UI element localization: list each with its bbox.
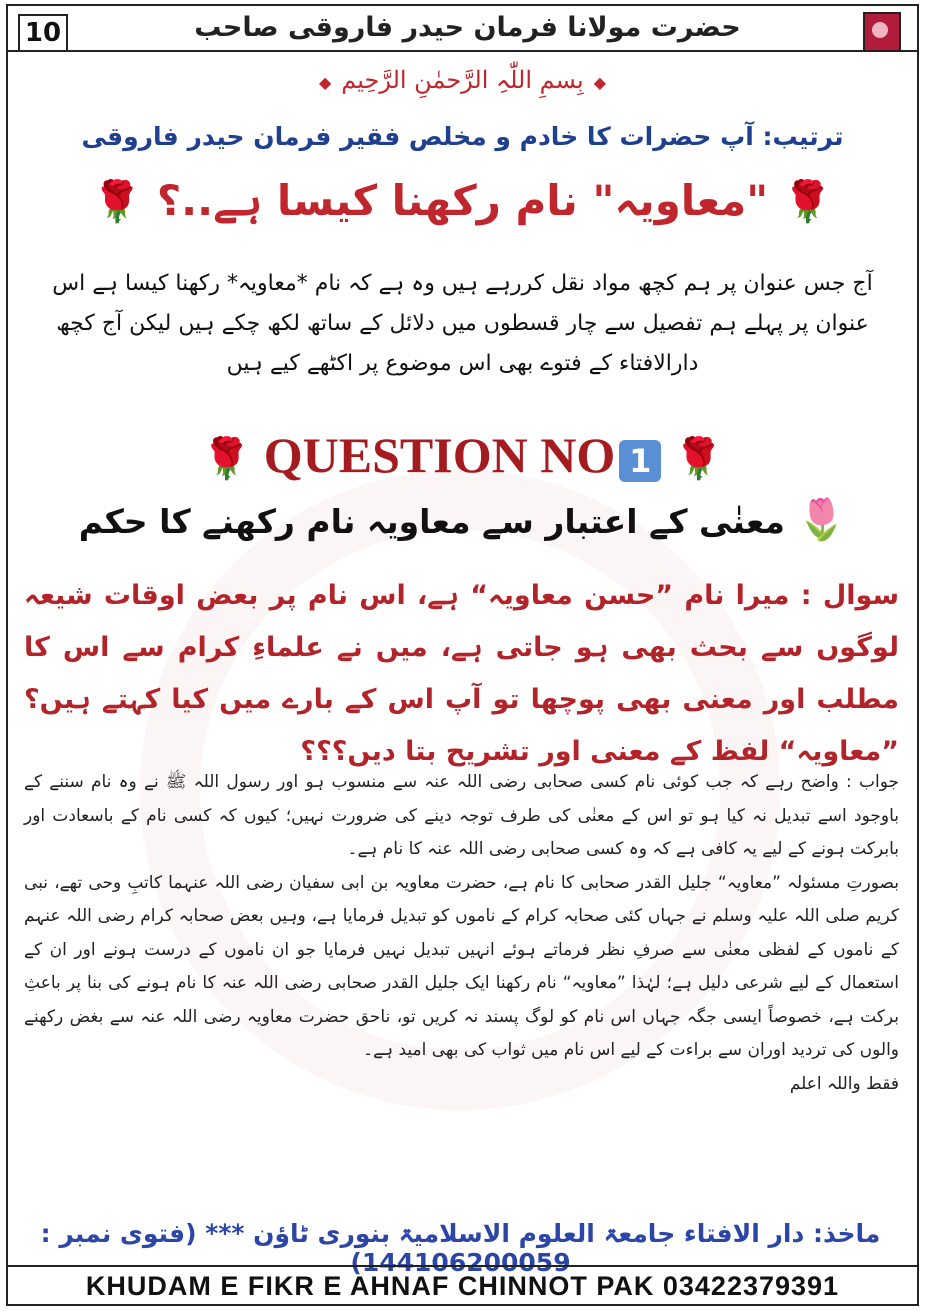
subheading: [8, 496, 917, 543]
source-text: ماخذ: دار الافتاء جامعۃ العلوم الاسلامیۃ بنوری ٹاؤن ***: [205, 1219, 881, 1248]
rose-icon: 🌹: [92, 179, 143, 225]
fatwa-number: 144106200059): [350, 1248, 571, 1277]
tulip-icon: 🌷: [796, 497, 847, 543]
question-number-badge: 1: [619, 440, 661, 482]
page-header: [6, 4, 919, 52]
question-label: سوال :: [800, 580, 900, 611]
fatwa-label: (فتوی نمبر :: [40, 1219, 197, 1248]
diamond-icon: ◆: [593, 73, 607, 92]
bismillah-text: بِسمِ اللّٰہِ الرَّحمٰنِ الرَّحِیم: [341, 66, 584, 94]
rose-icon: 🌹: [201, 436, 252, 481]
footer-banner: KHUDAM E FIKR E AHNAF CHINNOT PAK 03422379391: [6, 1265, 919, 1306]
article-body: [8, 54, 917, 1277]
question-block: [24, 570, 899, 778]
page-number: 10: [18, 14, 68, 52]
headline: [8, 176, 917, 225]
subheading-text: معنٰی کے اعتبار سے معاویہ نام رکھنے کا حکم: [78, 502, 785, 541]
question-heading-text: QUESTION NO: [263, 427, 616, 483]
compiled-by: ترتیب: آپ حضرات کا خادم و مخلص فقیر فرمان حیدر فاروقی: [81, 122, 844, 151]
author-title: حضرت مولانا فرمان حیدر فاروقی صاحب: [194, 12, 741, 43]
answer-block: [24, 766, 899, 1101]
rose-icon: 🌹: [673, 436, 724, 481]
answer-paragraph: بصورتِ مسئولہ ”معاویہ“ جلیل القدر صحابی کا نام ہے، حضرت معاویہ بن ابی سفیان رضی اللہ عنہما کاتبِ وحی تھے، نبی کریم صلی اللہ علیہ وسلم نے جہاں کئی صحابہ کرام کے ناموں کو تبدیل فرمایا ہے، وہیں بعض صحابہ کرام رضی اللہ عنہم کے ناموں کے لفظی معنٰی سے صرفِ نظر فرماتے ہوئے انہیں تبدیل نہیں فرمایا جو ان ناموں کے درست ہونے اور ان کے استعمال کے لیے شرعی دلیل ہے؛ لہٰذا ”معاویہ“ نام رکھنا ایک جلیل القدر صحابی رضی اللہ عنہ کا نام ہونے کی بنا پر باعثِ برکت ہے، خصوصاً ایسی جگہ جہاں اس نام کو لوگ پسند نہ کریں تو، ناحق حضرت معاویہ رضی اللہ عنہ سے بغض رکھنے والوں کی تردید اوران سے براءت کے لیے اس نام میں ثواب کی بھی امید ہے۔: [24, 872, 899, 1060]
bismillah-line: [8, 66, 917, 94]
answer-paragraph: جواب : واضح رہے کہ جب کوئی نام کسی صحابی رضی اللہ عنہ سے منسوب ہو اور رسول اللہ ﷺ نے وہ نام سننے کے باوجود اسے تبدیل نہ کیا ہو تو اس کے معنٰی کی طرف توجہ دینے کی ضرورت نہیں؛ کیوں کہ کسی نام کے باسعادت اور بابرکت ہونے کے لیے یہ کافی ہے کہ وہ کسی صحابی رضی اللہ عنہ کا نام ہے۔: [24, 772, 899, 859]
diamond-icon: ◆: [318, 73, 332, 92]
headline-text: "معاویہ" نام رکھنا کیسا ہے..؟: [156, 176, 769, 225]
question-heading: [8, 426, 917, 484]
answer-closing: فقط واللہ اعلم: [789, 1073, 899, 1094]
intro-paragraph: آج جس عنوان پر ہم کچھ مواد نقل کررہے ہیں وہ ہے کہ نام *معاویہ* رکھنا کیسا ہے اس عنوان پر پہلے ہم تفصیل سے چار قسطوں میں دلائل کے ساتھ لکھ چکے ہیں لیکن آج کچھ دارالافتاء کے فتوے بھی اس موضوع پر اکٹھے کیے ہیں: [52, 271, 873, 376]
logo-icon: [863, 12, 901, 52]
question-text: میرا نام ”حسن معاویہ“ ہے، اس نام پر بعض اوقات شیعہ لوگوں سے بحث بھی ہو جاتی ہے، میں نے علماءِ کرام سے اس کا مطلب اور معنی بھی پوچھا تو آپ اس کے بارے میں کیا کہتے ہیں؟ ”معاویہ“ لفظ کے معنی اور تشریح بتا دیں؟؟؟: [24, 580, 899, 767]
rose-icon: 🌹: [782, 179, 833, 225]
